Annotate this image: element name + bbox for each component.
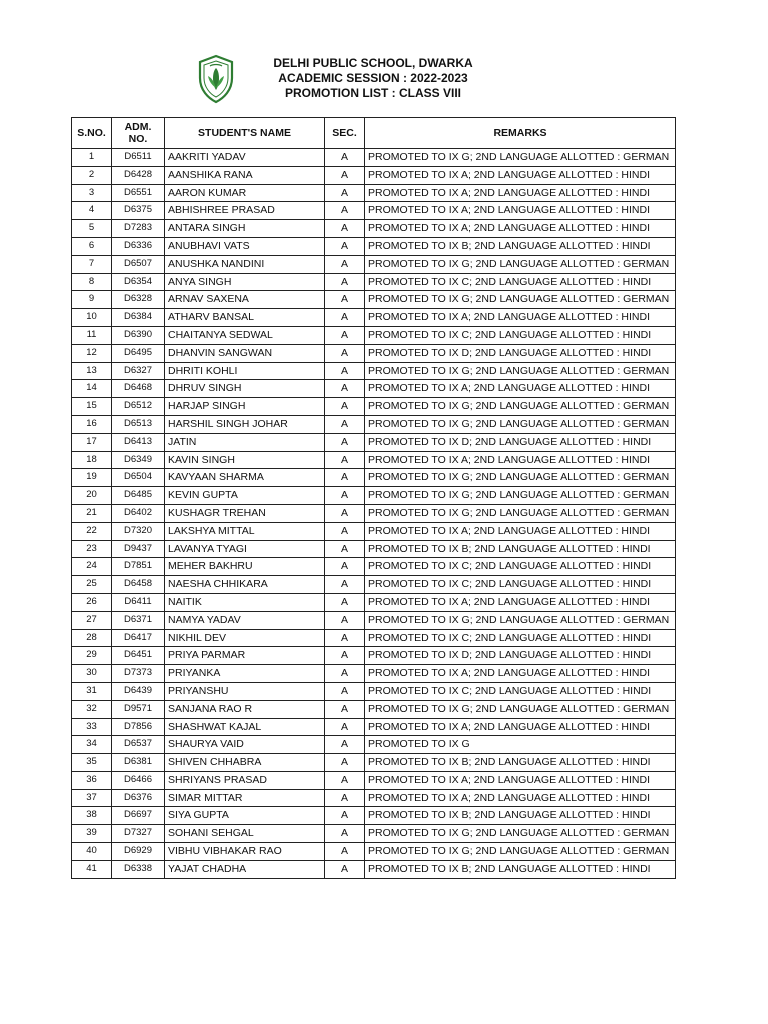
- table-row: [72, 326, 676, 344]
- sno-cell: 5: [72, 220, 112, 238]
- student-name-cell: ANTARA SINGH: [165, 220, 325, 238]
- table-row: [72, 273, 676, 291]
- sno-cell: 25: [72, 576, 112, 594]
- promotion-table: [71, 117, 676, 879]
- adm-no-cell: D6511: [112, 149, 165, 167]
- remarks-cell: PROMOTED TO IX G; 2ND LANGUAGE ALLOTTED : GERMAN: [365, 149, 676, 167]
- remarks-cell: PROMOTED TO IX G; 2ND LANGUAGE ALLOTTED : GERMAN: [365, 487, 676, 505]
- adm-no-cell: D6697: [112, 807, 165, 825]
- table-row: [72, 380, 676, 398]
- sno-cell: 4: [72, 202, 112, 220]
- table-row: [72, 558, 676, 576]
- remarks-cell: PROMOTED TO IX D; 2ND LANGUAGE ALLOTTED : HINDI: [365, 344, 676, 362]
- table-row: [72, 202, 676, 220]
- remarks-cell: PROMOTED TO IX C; 2ND LANGUAGE ALLOTTED : HINDI: [365, 558, 676, 576]
- section-cell: A: [325, 487, 365, 505]
- table-row: [72, 807, 676, 825]
- remarks-cell: PROMOTED TO IX B; 2ND LANGUAGE ALLOTTED : HINDI: [365, 860, 676, 878]
- table-row: [72, 220, 676, 238]
- adm-no-cell: D7851: [112, 558, 165, 576]
- remarks-cell: PROMOTED TO IX A; 2ND LANGUAGE ALLOTTED : HINDI: [365, 451, 676, 469]
- section-cell: A: [325, 540, 365, 558]
- remarks-cell: PROMOTED TO IX A; 2ND LANGUAGE ALLOTTED : HINDI: [365, 166, 676, 184]
- student-name-cell: MEHER BAKHRU: [165, 558, 325, 576]
- student-name-cell: AAKRITI YADAV: [165, 149, 325, 167]
- student-name-cell: AARON KUMAR: [165, 184, 325, 202]
- section-cell: A: [325, 291, 365, 309]
- table-row: [72, 415, 676, 433]
- adm-no-cell: D6375: [112, 202, 165, 220]
- remarks-cell: PROMOTED TO IX A; 2ND LANGUAGE ALLOTTED : HINDI: [365, 522, 676, 540]
- table-row: [72, 522, 676, 540]
- table-row: [72, 843, 676, 861]
- adm-no-cell: D6929: [112, 843, 165, 861]
- section-cell: A: [325, 237, 365, 255]
- adm-no-cell: D6504: [112, 469, 165, 487]
- adm-no-cell: D6513: [112, 415, 165, 433]
- adm-no-cell: D7327: [112, 825, 165, 843]
- sno-cell: 36: [72, 771, 112, 789]
- student-name-cell: HARSHIL SINGH JOHAR: [165, 415, 325, 433]
- adm-no-cell: D6512: [112, 398, 165, 416]
- remarks-cell: PROMOTED TO IX G; 2ND LANGUAGE ALLOTTED : GERMAN: [365, 611, 676, 629]
- section-cell: A: [325, 220, 365, 238]
- student-name-cell: ANYA SINGH: [165, 273, 325, 291]
- remarks-cell: PROMOTED TO IX G: [365, 736, 676, 754]
- student-name-cell: SHASHWAT KAJAL: [165, 718, 325, 736]
- table-header-row: [72, 118, 676, 149]
- adm-no-cell: D6338: [112, 860, 165, 878]
- section-cell: A: [325, 398, 365, 416]
- remarks-cell: PROMOTED TO IX A; 2ND LANGUAGE ALLOTTED : HINDI: [365, 202, 676, 220]
- section-cell: A: [325, 362, 365, 380]
- section-cell: A: [325, 166, 365, 184]
- section-cell: A: [325, 433, 365, 451]
- student-name-cell: NAITIK: [165, 593, 325, 611]
- table-row: [72, 255, 676, 273]
- sno-cell: 13: [72, 362, 112, 380]
- table-row: [72, 487, 676, 505]
- adm-no-cell: D6411: [112, 593, 165, 611]
- adm-no-cell: D6485: [112, 487, 165, 505]
- sno-cell: 16: [72, 415, 112, 433]
- table-row: [72, 825, 676, 843]
- section-cell: A: [325, 860, 365, 878]
- student-name-cell: DHRUV SINGH: [165, 380, 325, 398]
- sno-cell: 21: [72, 504, 112, 522]
- adm-no-cell: D6354: [112, 273, 165, 291]
- student-name-cell: AANSHIKA RANA: [165, 166, 325, 184]
- remarks-cell: PROMOTED TO IX G; 2ND LANGUAGE ALLOTTED : GERMAN: [365, 700, 676, 718]
- sno-cell: 24: [72, 558, 112, 576]
- table-row: [72, 504, 676, 522]
- remarks-cell: PROMOTED TO IX C; 2ND LANGUAGE ALLOTTED : HINDI: [365, 629, 676, 647]
- section-cell: A: [325, 754, 365, 772]
- adm-no-cell: D6336: [112, 237, 165, 255]
- adm-no-cell: D6402: [112, 504, 165, 522]
- sno-cell: 1: [72, 149, 112, 167]
- table-row: [72, 540, 676, 558]
- column-header-remarks: REMARKS: [365, 118, 676, 149]
- sno-cell: 38: [72, 807, 112, 825]
- table-row: [72, 754, 676, 772]
- section-cell: A: [325, 593, 365, 611]
- student-name-cell: LAVANYA TYAGI: [165, 540, 325, 558]
- student-name-cell: ABHISHREE PRASAD: [165, 202, 325, 220]
- sno-cell: 41: [72, 860, 112, 878]
- adm-no-cell: D6384: [112, 309, 165, 327]
- adm-no-cell: D6376: [112, 789, 165, 807]
- adm-no-cell: D7320: [112, 522, 165, 540]
- sno-cell: 29: [72, 647, 112, 665]
- sno-cell: 31: [72, 682, 112, 700]
- sno-cell: 9: [72, 291, 112, 309]
- student-name-cell: HARJAP SINGH: [165, 398, 325, 416]
- table-row: [72, 309, 676, 327]
- sno-cell: 6: [72, 237, 112, 255]
- table-row: [72, 344, 676, 362]
- section-cell: A: [325, 771, 365, 789]
- sno-cell: 22: [72, 522, 112, 540]
- adm-no-cell: D6428: [112, 166, 165, 184]
- sno-cell: 37: [72, 789, 112, 807]
- remarks-cell: PROMOTED TO IX G; 2ND LANGUAGE ALLOTTED : GERMAN: [365, 825, 676, 843]
- document-header: [230, 56, 516, 101]
- student-name-cell: SIYA GUPTA: [165, 807, 325, 825]
- sno-cell: 8: [72, 273, 112, 291]
- section-cell: A: [325, 665, 365, 683]
- remarks-cell: PROMOTED TO IX A; 2ND LANGUAGE ALLOTTED : HINDI: [365, 220, 676, 238]
- student-name-cell: KAVIN SINGH: [165, 451, 325, 469]
- section-cell: A: [325, 825, 365, 843]
- adm-no-cell: D6466: [112, 771, 165, 789]
- column-header-sno: S.NO.: [72, 118, 112, 149]
- adm-no-cell: D6468: [112, 380, 165, 398]
- student-name-cell: PRIYA PARMAR: [165, 647, 325, 665]
- remarks-cell: PROMOTED TO IX D; 2ND LANGUAGE ALLOTTED : HINDI: [365, 433, 676, 451]
- adm-no-cell: D6328: [112, 291, 165, 309]
- remarks-cell: PROMOTED TO IX G; 2ND LANGUAGE ALLOTTED : GERMAN: [365, 415, 676, 433]
- table-row: [72, 291, 676, 309]
- sno-cell: 17: [72, 433, 112, 451]
- student-name-cell: VIBHU VIBHAKAR RAO: [165, 843, 325, 861]
- school-name: DELHI PUBLIC SCHOOL, DWARKA: [273, 56, 473, 70]
- adm-no-cell: D7283: [112, 220, 165, 238]
- sno-cell: 2: [72, 166, 112, 184]
- student-name-cell: ATHARV BANSAL: [165, 309, 325, 327]
- section-cell: A: [325, 273, 365, 291]
- section-cell: A: [325, 469, 365, 487]
- section-cell: A: [325, 326, 365, 344]
- sno-cell: 35: [72, 754, 112, 772]
- student-name-cell: ARNAV SAXENA: [165, 291, 325, 309]
- remarks-cell: PROMOTED TO IX A; 2ND LANGUAGE ALLOTTED : HINDI: [365, 771, 676, 789]
- section-cell: A: [325, 344, 365, 362]
- table-row: [72, 629, 676, 647]
- adm-no-cell: D6327: [112, 362, 165, 380]
- student-name-cell: PRIYANKA: [165, 665, 325, 683]
- section-cell: A: [325, 184, 365, 202]
- remarks-cell: PROMOTED TO IX G; 2ND LANGUAGE ALLOTTED : GERMAN: [365, 362, 676, 380]
- student-name-cell: SHAURYA VAID: [165, 736, 325, 754]
- adm-no-cell: D6458: [112, 576, 165, 594]
- student-name-cell: ANUBHAVI VATS: [165, 237, 325, 255]
- section-cell: A: [325, 682, 365, 700]
- section-cell: A: [325, 149, 365, 167]
- adm-no-cell: D6537: [112, 736, 165, 754]
- student-name-cell: SIMAR MITTAR: [165, 789, 325, 807]
- sno-cell: 27: [72, 611, 112, 629]
- section-cell: A: [325, 504, 365, 522]
- table-row: [72, 771, 676, 789]
- table-row: [72, 789, 676, 807]
- student-name-cell: ANUSHKA NANDINI: [165, 255, 325, 273]
- remarks-cell: PROMOTED TO IX A; 2ND LANGUAGE ALLOTTED : HINDI: [365, 593, 676, 611]
- table-row: [72, 433, 676, 451]
- adm-no-cell: D9437: [112, 540, 165, 558]
- sno-cell: 11: [72, 326, 112, 344]
- section-cell: A: [325, 736, 365, 754]
- sno-cell: 23: [72, 540, 112, 558]
- student-name-cell: LAKSHYA MITTAL: [165, 522, 325, 540]
- remarks-cell: PROMOTED TO IX D; 2ND LANGUAGE ALLOTTED : HINDI: [365, 647, 676, 665]
- sno-cell: 3: [72, 184, 112, 202]
- student-name-cell: SANJANA RAO R: [165, 700, 325, 718]
- sno-cell: 18: [72, 451, 112, 469]
- remarks-cell: PROMOTED TO IX A; 2ND LANGUAGE ALLOTTED : HINDI: [365, 184, 676, 202]
- remarks-cell: PROMOTED TO IX B; 2ND LANGUAGE ALLOTTED : HINDI: [365, 540, 676, 558]
- adm-no-cell: D9571: [112, 700, 165, 718]
- sno-cell: 7: [72, 255, 112, 273]
- section-cell: A: [325, 611, 365, 629]
- table-row: [72, 469, 676, 487]
- section-cell: A: [325, 558, 365, 576]
- remarks-cell: PROMOTED TO IX B; 2ND LANGUAGE ALLOTTED : HINDI: [365, 807, 676, 825]
- remarks-cell: PROMOTED TO IX B; 2ND LANGUAGE ALLOTTED : HINDI: [365, 754, 676, 772]
- remarks-cell: PROMOTED TO IX C; 2ND LANGUAGE ALLOTTED : HINDI: [365, 326, 676, 344]
- table-row: [72, 362, 676, 380]
- section-cell: A: [325, 576, 365, 594]
- table-row: [72, 682, 676, 700]
- section-cell: A: [325, 718, 365, 736]
- table-row: [72, 700, 676, 718]
- table-row: [72, 237, 676, 255]
- sno-cell: 32: [72, 700, 112, 718]
- section-cell: A: [325, 789, 365, 807]
- table-row: [72, 665, 676, 683]
- academic-session: ACADEMIC SESSION : 2022-2023: [278, 71, 468, 85]
- adm-no-cell: D6417: [112, 629, 165, 647]
- table-row: [72, 647, 676, 665]
- student-name-cell: KEVIN GUPTA: [165, 487, 325, 505]
- adm-no-cell: D6451: [112, 647, 165, 665]
- adm-no-cell: D6413: [112, 433, 165, 451]
- column-header-student-name: STUDENT'S NAME: [165, 118, 325, 149]
- remarks-cell: PROMOTED TO IX B; 2ND LANGUAGE ALLOTTED : HINDI: [365, 237, 676, 255]
- student-name-cell: PRIYANSHU: [165, 682, 325, 700]
- adm-no-cell: D7373: [112, 665, 165, 683]
- section-cell: A: [325, 309, 365, 327]
- sno-cell: 19: [72, 469, 112, 487]
- sno-cell: 33: [72, 718, 112, 736]
- sno-cell: 26: [72, 593, 112, 611]
- student-name-cell: KAVYAAN SHARMA: [165, 469, 325, 487]
- student-name-cell: KUSHAGR TREHAN: [165, 504, 325, 522]
- section-cell: A: [325, 843, 365, 861]
- remarks-cell: PROMOTED TO IX G; 2ND LANGUAGE ALLOTTED : GERMAN: [365, 398, 676, 416]
- adm-no-cell: D7856: [112, 718, 165, 736]
- sno-cell: 15: [72, 398, 112, 416]
- remarks-cell: PROMOTED TO IX G; 2ND LANGUAGE ALLOTTED : GERMAN: [365, 504, 676, 522]
- sno-cell: 12: [72, 344, 112, 362]
- adm-no-cell: D6349: [112, 451, 165, 469]
- student-name-cell: SHRIYANS PRASAD: [165, 771, 325, 789]
- remarks-cell: PROMOTED TO IX G; 2ND LANGUAGE ALLOTTED : GERMAN: [365, 843, 676, 861]
- adm-no-cell: D6439: [112, 682, 165, 700]
- remarks-cell: PROMOTED TO IX A; 2ND LANGUAGE ALLOTTED : HINDI: [365, 309, 676, 327]
- student-name-cell: NAMYA YADAV: [165, 611, 325, 629]
- table-row: [72, 718, 676, 736]
- section-cell: A: [325, 629, 365, 647]
- sno-cell: 40: [72, 843, 112, 861]
- student-name-cell: NAESHA CHHIKARA: [165, 576, 325, 594]
- student-name-cell: CHAITANYA SEDWAL: [165, 326, 325, 344]
- remarks-cell: PROMOTED TO IX C; 2ND LANGUAGE ALLOTTED : HINDI: [365, 273, 676, 291]
- adm-no-cell: D6507: [112, 255, 165, 273]
- section-cell: A: [325, 415, 365, 433]
- section-cell: A: [325, 380, 365, 398]
- student-name-cell: DHRITI KOHLI: [165, 362, 325, 380]
- table-row: [72, 576, 676, 594]
- sno-cell: 14: [72, 380, 112, 398]
- table-body: [72, 149, 676, 879]
- table-row: [72, 398, 676, 416]
- remarks-cell: PROMOTED TO IX A; 2ND LANGUAGE ALLOTTED : HINDI: [365, 789, 676, 807]
- table-row: [72, 184, 676, 202]
- section-cell: A: [325, 700, 365, 718]
- student-name-cell: NIKHIL DEV: [165, 629, 325, 647]
- column-header-adm-no: ADM. NO.: [112, 118, 165, 149]
- section-cell: A: [325, 647, 365, 665]
- remarks-cell: PROMOTED TO IX C; 2ND LANGUAGE ALLOTTED : HINDI: [365, 576, 676, 594]
- remarks-cell: PROMOTED TO IX C; 2ND LANGUAGE ALLOTTED : HINDI: [365, 682, 676, 700]
- adm-no-cell: D6390: [112, 326, 165, 344]
- adm-no-cell: D6495: [112, 344, 165, 362]
- student-name-cell: YAJAT CHADHA: [165, 860, 325, 878]
- sno-cell: 39: [72, 825, 112, 843]
- section-cell: A: [325, 255, 365, 273]
- table-row: [72, 451, 676, 469]
- student-name-cell: SOHANI SEHGAL: [165, 825, 325, 843]
- sno-cell: 20: [72, 487, 112, 505]
- remarks-cell: PROMOTED TO IX A; 2ND LANGUAGE ALLOTTED : HINDI: [365, 380, 676, 398]
- table-row: [72, 611, 676, 629]
- list-title: PROMOTION LIST : CLASS VIII: [284, 86, 461, 100]
- student-name-cell: DHANVIN SANGWAN: [165, 344, 325, 362]
- table-row: [72, 860, 676, 878]
- remarks-cell: PROMOTED TO IX G; 2ND LANGUAGE ALLOTTED : GERMAN: [365, 469, 676, 487]
- sno-cell: 34: [72, 736, 112, 754]
- table-row: [72, 736, 676, 754]
- section-cell: A: [325, 451, 365, 469]
- table-row: [72, 593, 676, 611]
- sno-cell: 30: [72, 665, 112, 683]
- remarks-cell: PROMOTED TO IX A; 2ND LANGUAGE ALLOTTED : HINDI: [365, 665, 676, 683]
- adm-no-cell: D6551: [112, 184, 165, 202]
- table-row: [72, 166, 676, 184]
- student-name-cell: JATIN: [165, 433, 325, 451]
- section-cell: A: [325, 522, 365, 540]
- column-header-section: SEC.: [325, 118, 365, 149]
- student-name-cell: SHIVEN CHHABRA: [165, 754, 325, 772]
- table-row: [72, 149, 676, 167]
- adm-no-cell: D6371: [112, 611, 165, 629]
- section-cell: A: [325, 807, 365, 825]
- remarks-cell: PROMOTED TO IX A; 2ND LANGUAGE ALLOTTED : HINDI: [365, 718, 676, 736]
- remarks-cell: PROMOTED TO IX G; 2ND LANGUAGE ALLOTTED : GERMAN: [365, 255, 676, 273]
- remarks-cell: PROMOTED TO IX G; 2ND LANGUAGE ALLOTTED : GERMAN: [365, 291, 676, 309]
- sno-cell: 10: [72, 309, 112, 327]
- adm-no-cell: D6381: [112, 754, 165, 772]
- section-cell: A: [325, 202, 365, 220]
- sno-cell: 28: [72, 629, 112, 647]
